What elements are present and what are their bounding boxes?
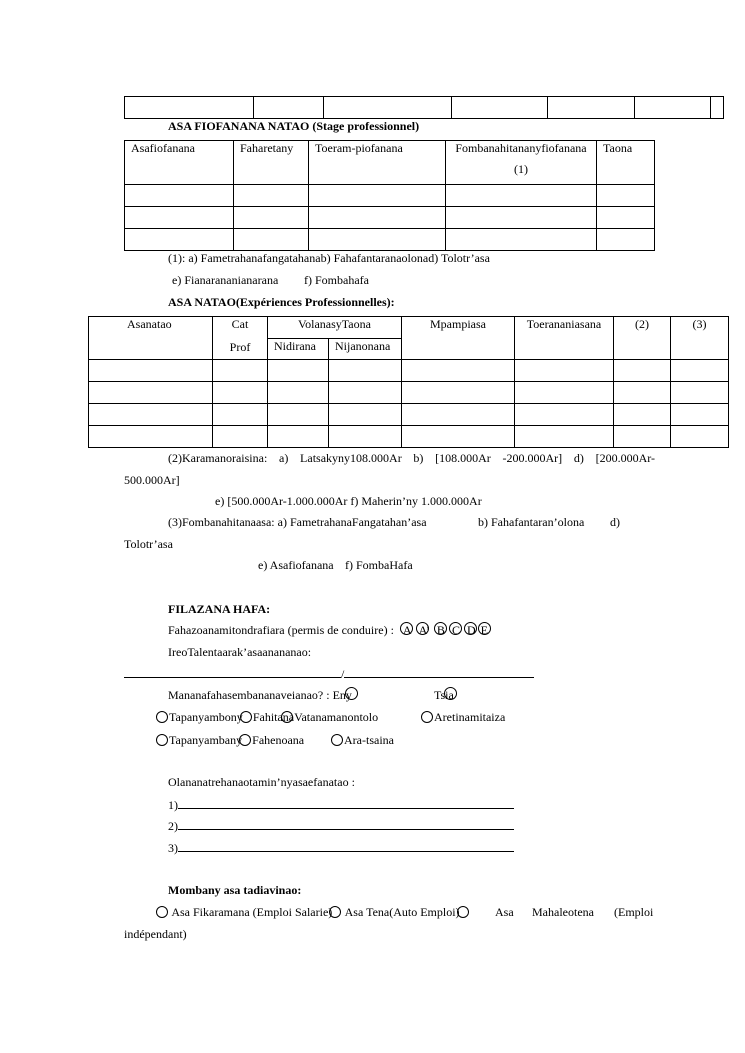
radio-auto-emploi[interactable]	[329, 906, 341, 918]
stage-title: ASA FIOFANANA NATAO (Stage professionnel)	[168, 119, 420, 133]
header-col3: (3)	[671, 317, 729, 360]
header-cat-prof	[213, 317, 268, 360]
method-d: d)	[610, 515, 620, 529]
header-note: (1)	[514, 162, 528, 176]
table-cell	[547, 97, 635, 119]
top-table	[124, 96, 724, 119]
work-no-radio[interactable]	[447, 688, 453, 703]
header-toeram-piofanana: Toeram-piofanana	[309, 141, 446, 185]
table-cell	[253, 97, 323, 119]
table-row	[125, 207, 655, 229]
salary-line-3: e) [500.000Ar-1.000.000Ar f) Maherin’ny 1.000.000Ar	[215, 494, 482, 508]
table-cell	[323, 97, 452, 119]
work-no[interactable]	[434, 688, 463, 703]
header-asafiofanana: Asafiofanana	[125, 141, 234, 185]
radio-fahenoana[interactable]	[239, 734, 251, 746]
label-fahenoana: Fahenoana	[252, 733, 305, 747]
radio-ara-tsaina[interactable]	[331, 734, 343, 746]
header-faharetany: Faharetany	[234, 141, 309, 185]
talent-input-line[interactable]	[124, 666, 534, 682]
header-asanatao: Asanatao	[89, 317, 213, 360]
goal-number: 2)	[168, 819, 178, 833]
radio-emploi-salarie[interactable]	[156, 906, 168, 918]
goals-title: Olananatrehanaotamin’nyasaefanatao :	[168, 775, 355, 789]
license-option-e[interactable]: E	[480, 623, 488, 637]
goal-input-2[interactable]	[178, 818, 514, 830]
header-cat: Cat	[231, 317, 249, 331]
goal-number: 1)	[168, 798, 178, 812]
method-line-1: (3)Fombanahitanaasa: a) FametrahanaFangatahan’asa	[168, 515, 427, 529]
job-type-opt3-d: indépendant)	[124, 927, 187, 941]
method-f: f) FombaHafa	[345, 558, 413, 572]
work-option-aretina	[421, 710, 505, 725]
table-cell	[711, 97, 724, 119]
work-yes-radio[interactable]	[348, 688, 354, 703]
header-nijanonana: Nijanonana	[329, 339, 402, 360]
header-prof: Prof	[229, 340, 251, 354]
header-taona: Taona	[597, 141, 655, 185]
license-option-a-prime[interactable]: A’	[418, 623, 430, 637]
job-type-row	[156, 905, 470, 920]
license-option-a[interactable]: A	[402, 623, 412, 637]
salary-line-2: 500.000Ar]	[124, 473, 180, 487]
label-ara-tsaina: Ara-tsaina	[344, 733, 394, 747]
stage-note-1: (1): a) Fametrahanafangatahanab) Fahafantaranaolonad) Tolotr’asa	[168, 251, 490, 265]
stage-table	[124, 140, 655, 251]
talent-input-1[interactable]	[124, 666, 341, 678]
job-type-opt3-b: Mahaleotena	[532, 905, 594, 919]
table-cell	[452, 97, 547, 119]
goal-input-3[interactable]	[178, 840, 514, 852]
license-option-c[interactable]: C	[451, 623, 460, 637]
label-aretinamitaiza: Aretinamitaiza	[434, 710, 506, 724]
stage-note-2: e) Fianarananianarana	[172, 273, 279, 287]
method-e: e) Asafiofanana	[258, 558, 334, 572]
table-header-row	[125, 141, 655, 185]
work-option-row-2	[156, 733, 304, 748]
experience-title: ASA NATAO(Expériences Professionnelles):	[168, 295, 395, 309]
label-emploi-salarie: Asa Fikaramana (Emploi Salarie)	[171, 905, 333, 919]
work-no-label: Tsia	[434, 688, 454, 702]
radio-tapanyambany[interactable]	[156, 734, 168, 746]
radio-aretinamitaiza[interactable]	[421, 711, 433, 723]
table-row	[125, 185, 655, 207]
stage-note-3: f) Fombahafa	[304, 273, 369, 287]
job-type-opt3-a: Asa	[495, 905, 514, 919]
table-row	[125, 229, 655, 251]
license-title: FILAZANA HAFA:	[168, 602, 271, 616]
talent-label: IreoTalentaarak’asaanananao:	[168, 645, 312, 659]
work-option-aratsaina	[331, 733, 394, 748]
table-row	[89, 426, 729, 448]
radio-fahitana[interactable]	[240, 711, 252, 723]
header-fombanahitana-label: Fombanahitananyfiofanana	[455, 141, 587, 155]
header-nidirana: Nidirana	[268, 339, 329, 360]
goal-line-1	[168, 797, 514, 813]
job-type-title: Mombany asa tadiavinao:	[168, 883, 302, 897]
table-row	[89, 382, 729, 404]
label-fahitana: Fahitana	[252, 710, 295, 724]
license-label: Fahazoanamitondrafiara (permis de conduire) :	[168, 623, 394, 637]
label-tapanyambany: Tapanyambany	[169, 733, 243, 747]
method-b: b) Fahafantaran’olona	[478, 515, 585, 529]
header-volanasy: VolanasyTaona	[268, 317, 402, 339]
table-row	[89, 360, 729, 382]
method-line-2: Tolotr’asa	[124, 537, 173, 551]
work-option-row-1	[156, 710, 378, 725]
goal-line-3	[168, 840, 514, 856]
header-mpampiasa: Mpampiasa	[402, 317, 515, 360]
work-question	[168, 688, 361, 703]
table-header-row	[89, 317, 729, 339]
talent-input-2[interactable]	[344, 666, 534, 678]
salary-line-1: (2)Karamanoraisina: a) Latsakyny108.000Ar b) [108.000Ar -200.000Ar] d) [200.000Ar-	[168, 451, 655, 465]
radio-emploi-independant[interactable]	[457, 906, 469, 918]
table-row	[89, 404, 729, 426]
goal-number: 3)	[168, 841, 178, 855]
work-question-label: Mananafahasembananaveianao? : Eny	[168, 688, 352, 702]
license-option-b[interactable]: B	[436, 623, 445, 637]
job-type-opt3-c: (Emploi	[614, 905, 654, 919]
license-option-d[interactable]: D	[466, 623, 476, 637]
goal-line-2	[168, 818, 514, 834]
table-cell	[635, 97, 711, 119]
header-fombanahitana	[446, 141, 597, 185]
header-col2: (2)	[614, 317, 671, 360]
radio-tapanyambony[interactable]	[156, 711, 168, 723]
label-vatanamanontolo: Vatanamanontolo	[294, 710, 379, 724]
label-tapanyambony: Tapanyambony	[169, 710, 243, 724]
experience-table	[88, 316, 729, 448]
talent-slash: /	[341, 667, 345, 681]
license-row	[168, 623, 488, 638]
label-auto-emploi: Asa Tena(Auto Emploi)	[344, 905, 460, 919]
table-cell	[125, 97, 254, 119]
header-toerananiasana: Toerananiasana	[515, 317, 614, 360]
goal-input-1[interactable]	[178, 797, 514, 809]
